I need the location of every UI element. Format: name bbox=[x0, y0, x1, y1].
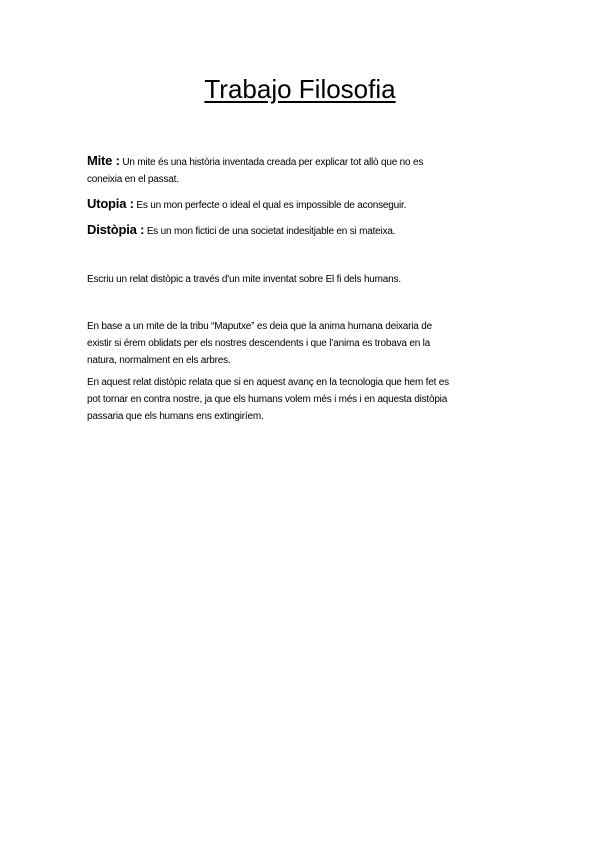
paragraph-line: passaria que els humans ens extingiríem. bbox=[87, 411, 264, 422]
definition-term: Mite : bbox=[87, 153, 120, 168]
paragraph-line: pot tornar en contra nostre, ja que els humans volem més i més i en aquesta distòpia bbox=[87, 394, 448, 405]
paragraph-line: existir si érem oblidats per els nostres descendents i que l’anima es trobava en la bbox=[87, 338, 431, 349]
paragraph-1 bbox=[87, 318, 432, 369]
definition-text: Es un mon perfecte o ideal el qual es impossible de aconseguir. bbox=[133, 200, 407, 211]
paragraph-2 bbox=[87, 374, 449, 425]
paragraph-line: En aquest relat distòpic relata que si en aquest avanç en la tecnologia que hem fet es bbox=[87, 377, 449, 388]
assignment-prompt: Escriu un relat distòpic a través d'un mite inventat sobre El fi dels humans. bbox=[87, 274, 401, 285]
definition-utopia bbox=[87, 195, 406, 214]
definition-text: Un mite és una història inventada creada per explicar tot allò que no es bbox=[119, 157, 424, 168]
paragraph-line: En base a un mite de la tribu “Maputxe” es deia que la anima humana deixaria de bbox=[87, 321, 432, 332]
definition-text: coneixia en el passat. bbox=[87, 174, 179, 185]
definition-distopia bbox=[87, 221, 395, 240]
definition-term: Utopia : bbox=[87, 196, 134, 211]
document-title: Trabajo Filosofia bbox=[204, 74, 396, 104]
definition-text: Es un mon fictici de una societat indesitjable en si mateixa. bbox=[144, 226, 396, 237]
definition-term: Distòpia : bbox=[87, 222, 145, 237]
definition-mite bbox=[87, 152, 423, 188]
paragraph-line: natura, normalment en els arbres. bbox=[87, 355, 231, 366]
